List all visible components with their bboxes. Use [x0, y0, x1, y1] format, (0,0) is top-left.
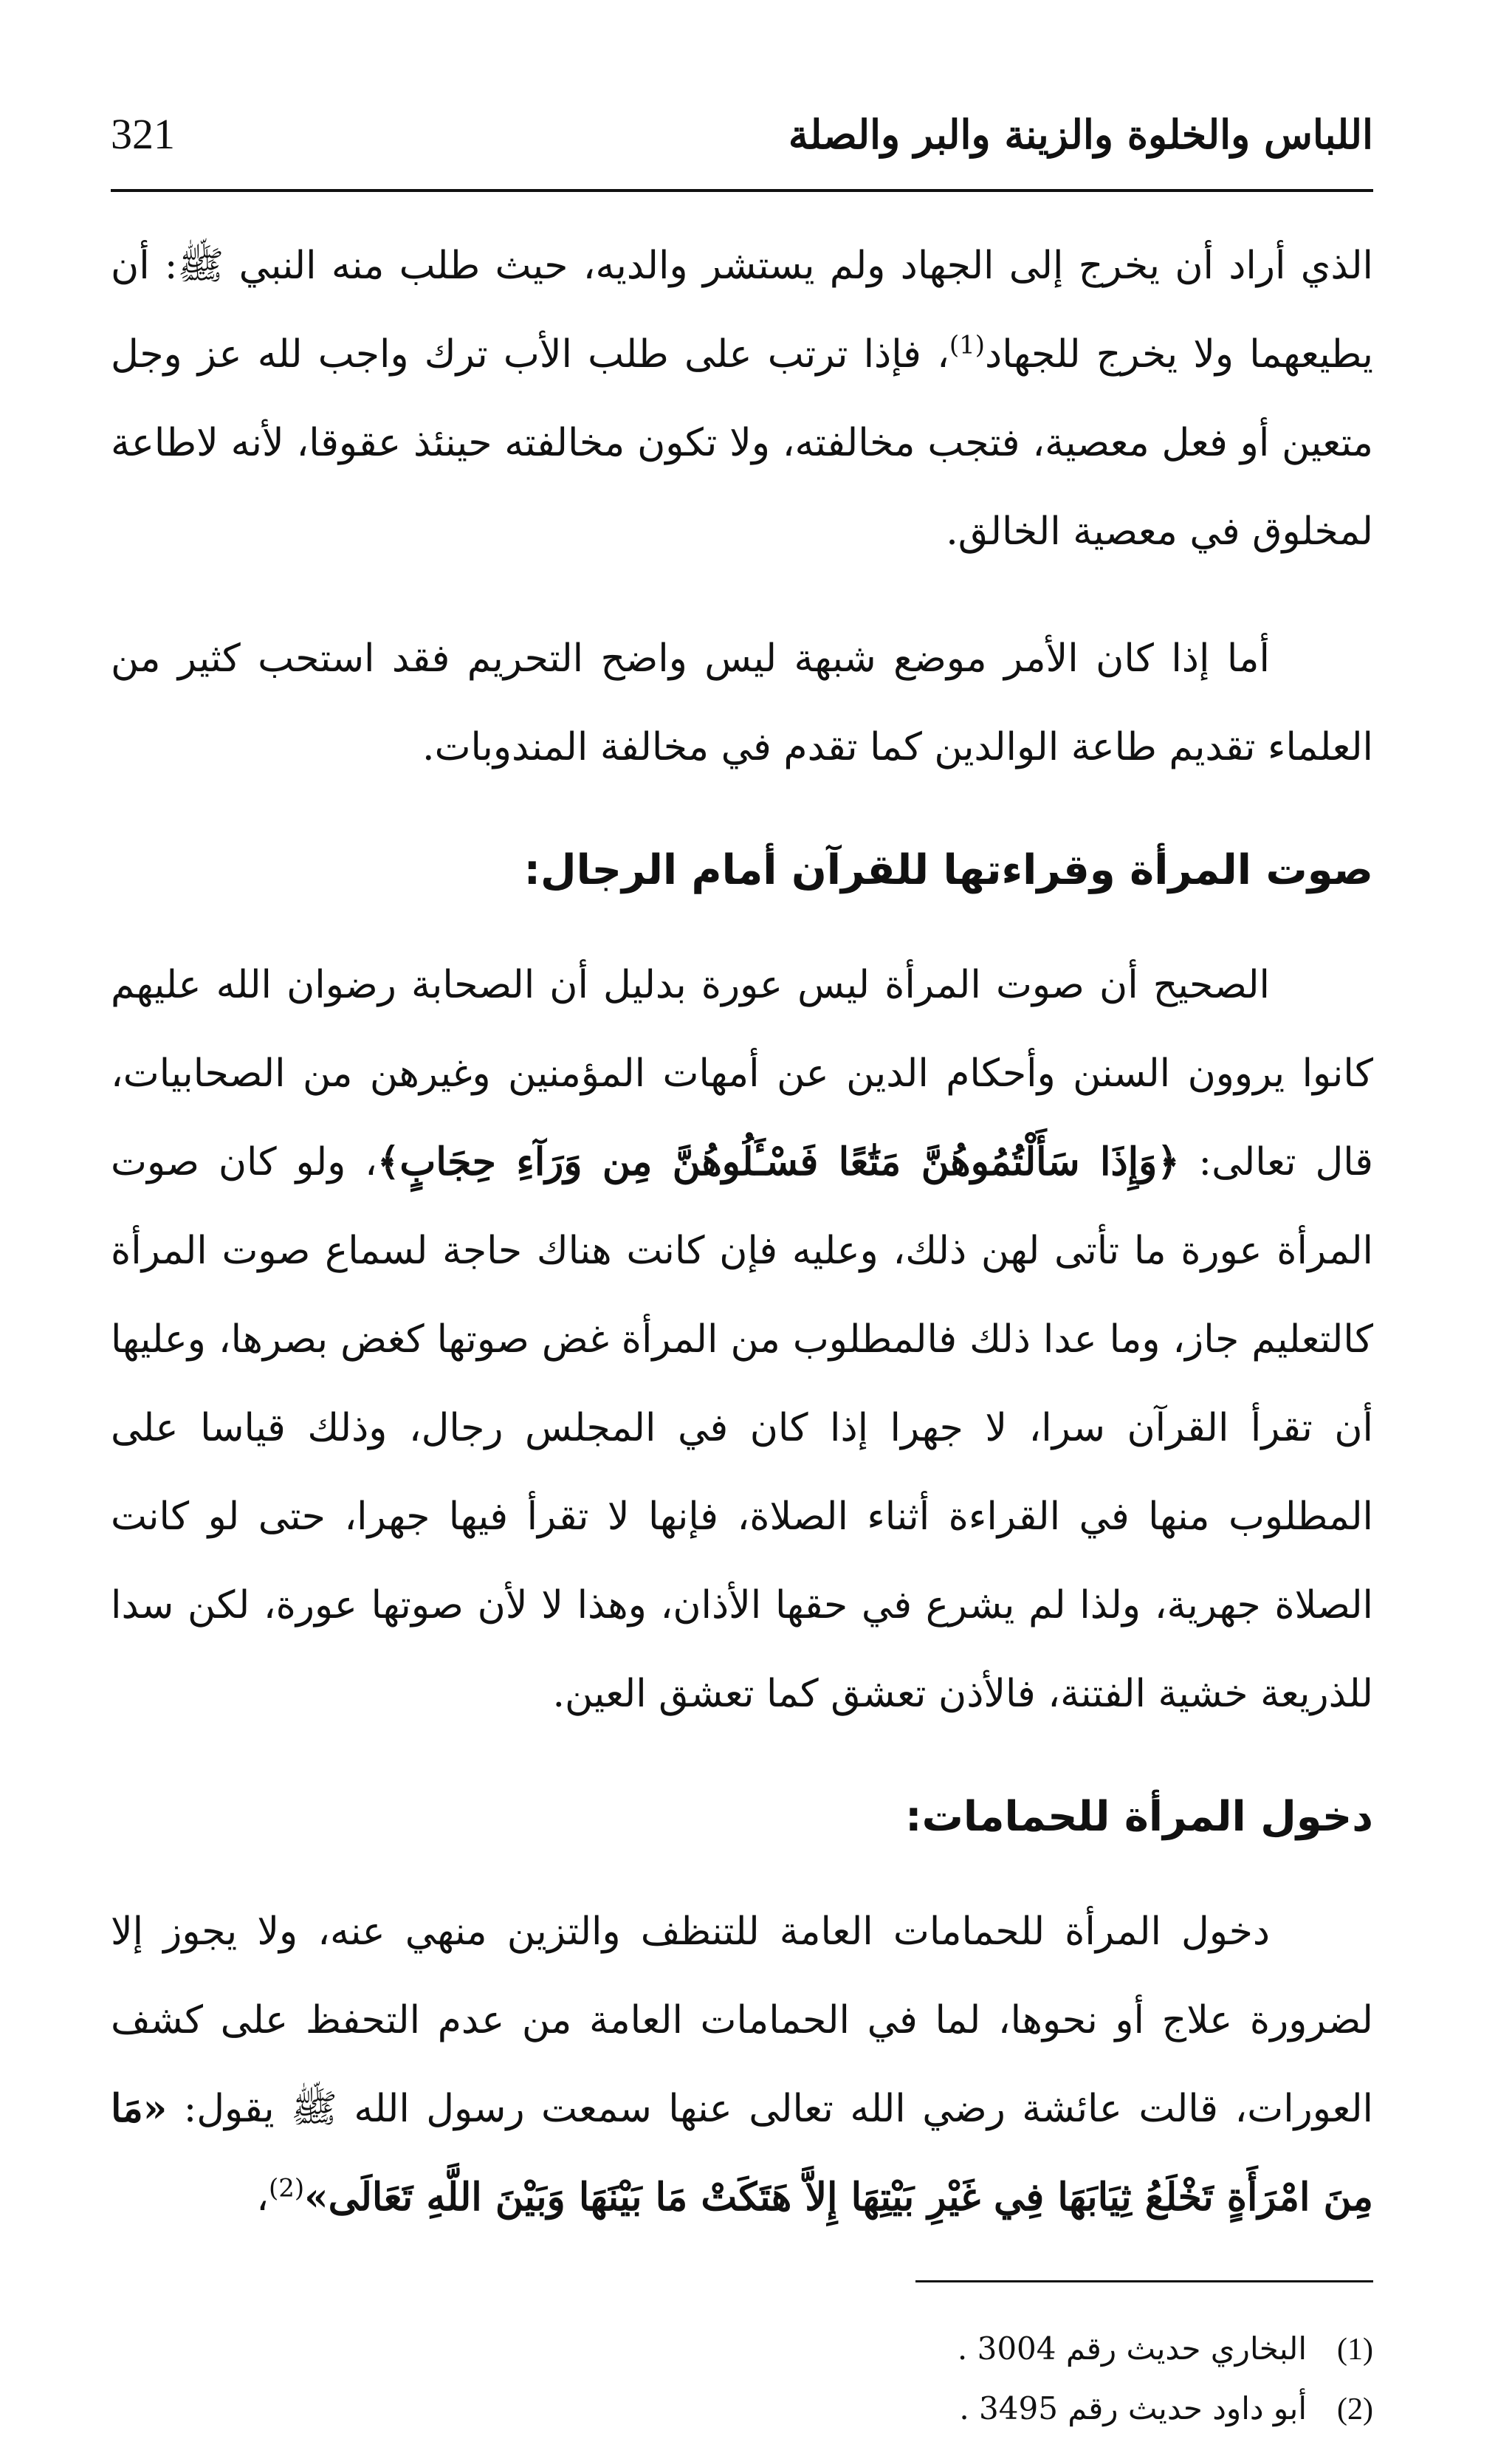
paragraph-3 — [111, 941, 1373, 1738]
section-heading-bathhouses: دخول المرأة للحمامات: — [905, 1793, 1373, 1841]
paragraph-text: أما إذا كان الأمر موضع شبهة ليس واضح التحريم فقد استحب كثير من العلماء تقديم طاعة الوالدين كما تقدم في مخالفة المندوبات. — [111, 637, 1373, 769]
paragraph-text: دخول المرأة للحمامات العامة للتنظف والتزين منهي عنه، ولا يجوز إلا لضرورة علاج أو نحوها، لما في الحمامات العامة من عدم التحفظ على كشف العورات، قالت عائشة رضي الله تعالى عنها سمعت رسول الله ﷺ يقول: — [111, 1910, 1374, 2131]
page-header — [111, 89, 1373, 192]
paragraph-2 — [111, 614, 1373, 792]
paragraph-text: الذي أراد أن يخرج إلى الجهاد ولم يستشر والديه، حيث طلب منه النبي ﷺ: أن يطيعهما ولا يخرج للجهاد — [111, 244, 1373, 377]
footnote-rule — [915, 2280, 1373, 2282]
paragraph-1 — [111, 222, 1373, 576]
footnote-number: (2) — [1337, 2392, 1373, 2426]
running-title: اللباس والخلوة والزينة والبر والصلة — [788, 111, 1373, 158]
paragraph-text: الصحيح أن صوت المرأة ليس عورة بدليل أن الصحابة رضوان الله عليهم كانوا يروون السنن وأحكام الدين عن أمهات المؤمنين وغيرهن من الصحابيات، قال تعالى: — [111, 963, 1373, 1184]
body-text — [111, 222, 1373, 2242]
footnote-2 — [111, 2379, 1373, 2439]
page-number: 321 — [111, 110, 175, 158]
book-page — [111, 89, 1374, 2426]
paragraph-text: ، فإذا ترتب على طلب الأب ترك واجب لله عز وجل متعين أو فعل معصية، فتجب مخالفته، ولا تكون مخالفته حينئذ عقوقا، لأنه لاطاعة لمخلوق في معصية الخالق. — [111, 332, 1373, 554]
section-heading-voice: صوت المرأة وقراءتها للقرآن أمام الرجال: — [523, 846, 1373, 894]
paragraph-text: ، ولو كان صوت المرأة عورة ما تأتى لهن ذلك، وعليه فإن كانت هناك حاجة لسماع صوت المرأة كالتعليم جاز، وما عدا ذلك فالمطلوب من المرأة غض صوتها كغض بصرها، وعليها أن تقرأ القرآن سرا، لا جهرا إذا كان في المجلس رجال، وذلك قياسا على المطلوب منها في القراءة أثناء الصلاة، فإنها لا تقرأ فيها جهرا، حتى لو كانت الصلاة جهرية، ولذا لم يشرع في حقها الأذان، وهذا لا لأن صوتها عورة، لكن سدا للذريعة خشية الفتنة، فالأذن تعشق كما تعشق العين. — [111, 1140, 1373, 1716]
footnotes — [111, 2319, 1373, 2439]
paragraph-text: ، — [256, 2175, 269, 2220]
footnote-ref-1: (1) — [949, 330, 986, 360]
footnote-text: أبو داود حديث رقم 3495 . — [959, 2390, 1307, 2426]
footnote-1 — [111, 2319, 1373, 2379]
header-rule — [111, 189, 1373, 192]
footnote-text: البخاري حديث رقم 3004 . — [957, 2330, 1307, 2367]
hadith-quote: «مَا مِنَ امْرَأَةٍ تَخْلَعُ ثِيَابَهَا فِي غَيْرِ بَيْتِهَا إِلاَّ هَتَكَتْ مَا بَيْنَهَا وَبَيْنَ اللَّهِ تَعَالَى» — [111, 2086, 1373, 2220]
footnote-ref-2: (2) — [269, 2173, 305, 2203]
paragraph-4 — [111, 1887, 1373, 2242]
quran-verse: ﴿وَإِذَا سَأَلْتُمُوهُنَّ مَتَٰعًا فَسْـَٔلُوهُنَّ مِن وَرَآءِ حِجَابٍ﴾ — [377, 1139, 1180, 1184]
footnote-number: (1) — [1337, 2333, 1373, 2367]
